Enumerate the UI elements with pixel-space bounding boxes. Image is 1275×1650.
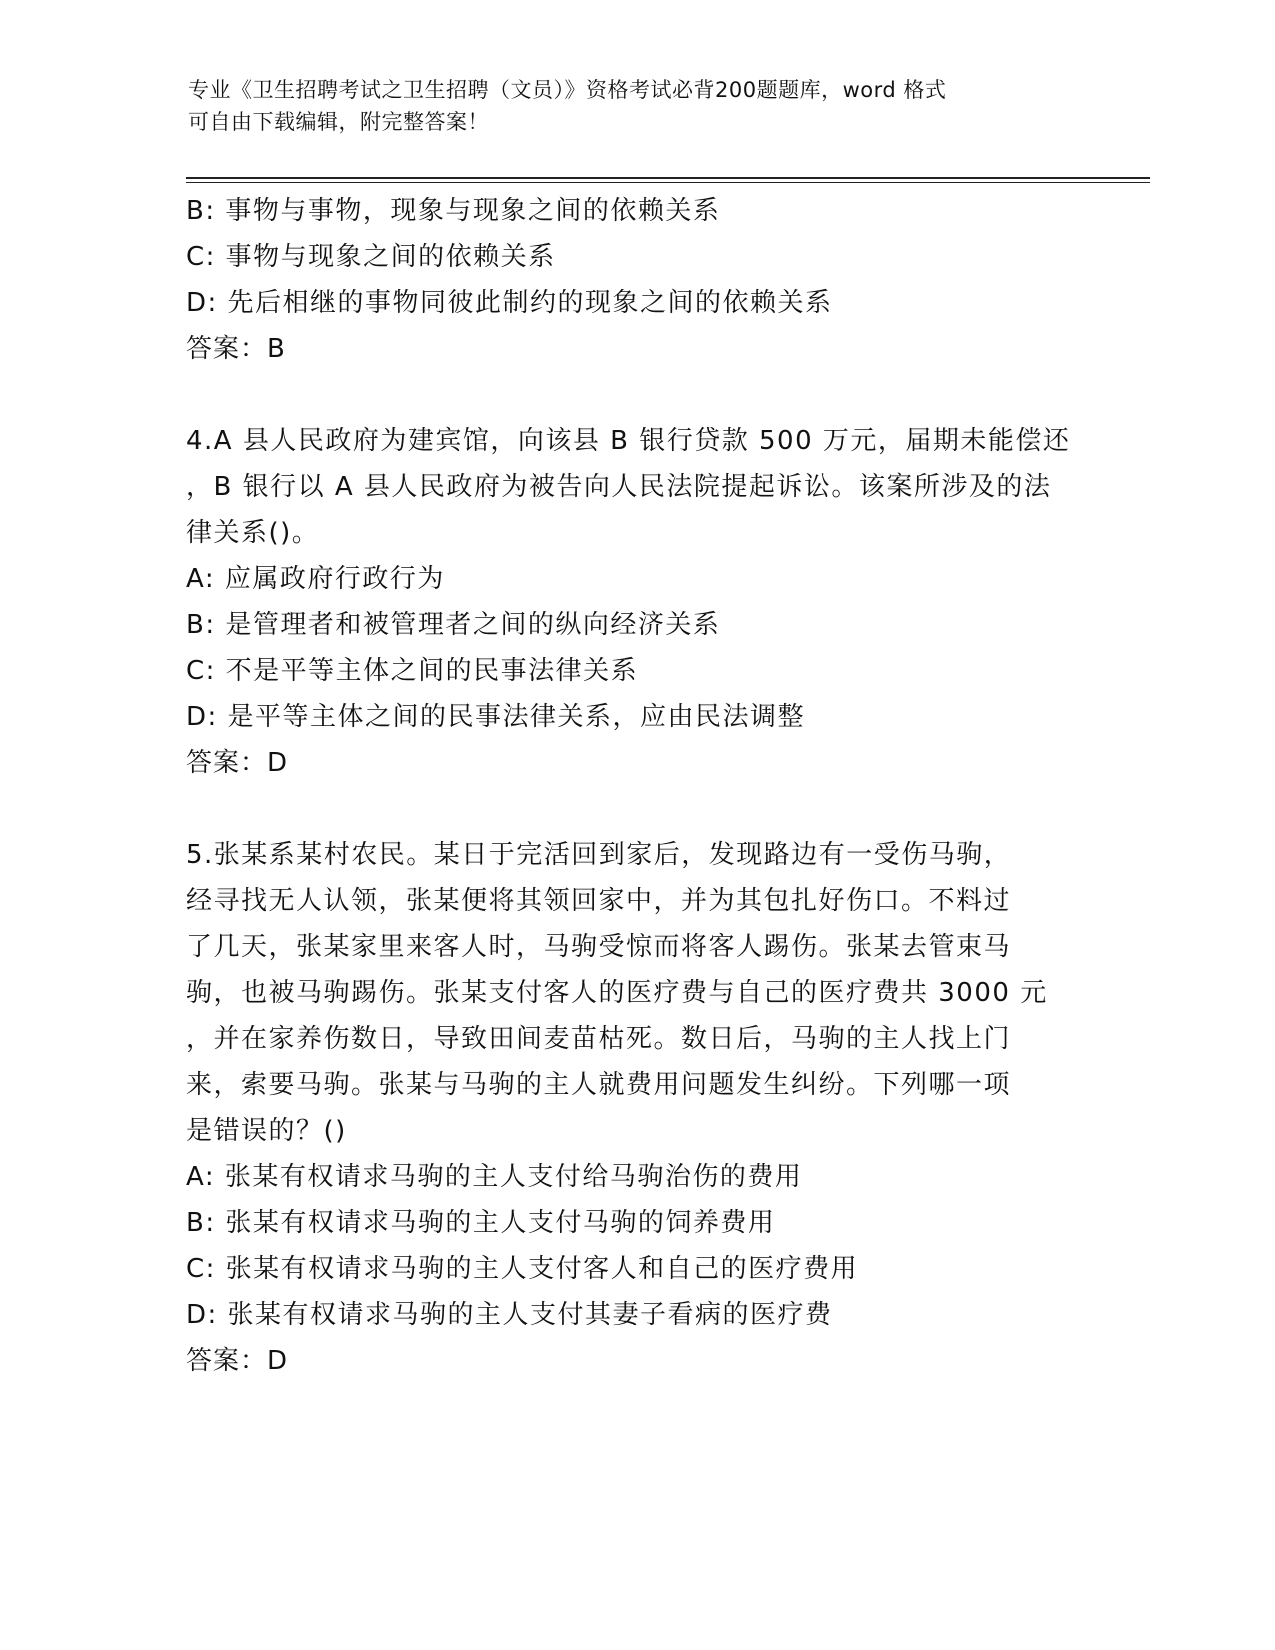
answer: 答案：B [186,334,286,364]
header-line-1: 专业《卫生招聘考试之卫生招聘（文员）》资格考试必背200题题库，word 格式 [188,78,947,102]
option-a: A: 应属政府行政行为 [186,564,445,594]
spacer [186,786,1086,832]
question-3 [186,188,1086,372]
question-stem-line: 4.A 县人民政府为建宾馆，向该县 B 银行贷款 500 万元，届期未能偿还 [186,426,1071,456]
answer: 答案：D [186,748,289,778]
question-stem-line: ，并在家养伤数日，导致田间麦苗枯死。数日后，马驹的主人找上门 [186,1024,1012,1054]
question-stem-line: 经寻找无人认领，张某便将其领回家中，并为其包扎好伤口。不料过 [186,886,1012,916]
question-stem-line: 5.张某系某村农民。某日于完活回到家后，发现路边有一受伤马驹， [186,840,1012,870]
spacer [186,372,1086,418]
question-stem-line: ，B 银行以 A 县人民政府为被告向人民法院提起诉讼。该案所涉及的法 [186,472,1052,502]
question-4 [186,418,1086,786]
question-stem-line: 驹，也被马驹踢伤。张某支付客人的医疗费与自己的医疗费共 3000 元 [186,978,1048,1008]
option-b: B: 事物与事物，现象与现象之间的依赖关系 [186,196,721,226]
document-header [188,74,1088,138]
question-stem-line: 律关系()。 [186,518,320,548]
option-c: C: 张某有权请求马驹的主人支付客人和自己的医疗费用 [186,1254,859,1284]
question-stem-line: 来，索要马驹。张某与马驹的主人就费用问题发生纠纷。下列哪一项 [186,1070,1012,1100]
answer: 答案：D [186,1346,289,1376]
header-divider-thick [186,177,1150,179]
question-5 [186,832,1086,1384]
header-divider-thin [186,182,1150,183]
document-body [186,188,1086,1384]
option-c: C: 事物与现象之间的依赖关系 [186,242,556,272]
header-line-2: 可自由下载编辑，附完整答案！ [188,110,489,134]
question-stem-line: 是错误的？() [186,1116,347,1146]
option-a: A: 张某有权请求马驹的主人支付给马驹治伤的费用 [186,1162,803,1192]
option-d: D: 张某有权请求马驹的主人支付其妻子看病的医疗费 [186,1300,833,1330]
option-c: C: 不是平等主体之间的民事法律关系 [186,656,639,686]
question-stem-line: 了几天，张某家里来客人时，马驹受惊而将客人踢伤。张某去管束马 [186,932,1012,962]
option-d: D: 先后相继的事物同彼此制约的现象之间的依赖关系 [186,288,833,318]
option-b: B: 是管理者和被管理者之间的纵向经济关系 [186,610,721,640]
option-b: B: 张某有权请求马驹的主人支付马驹的饲养费用 [186,1208,776,1238]
option-d: D: 是平等主体之间的民事法律关系，应由民法调整 [186,702,806,732]
